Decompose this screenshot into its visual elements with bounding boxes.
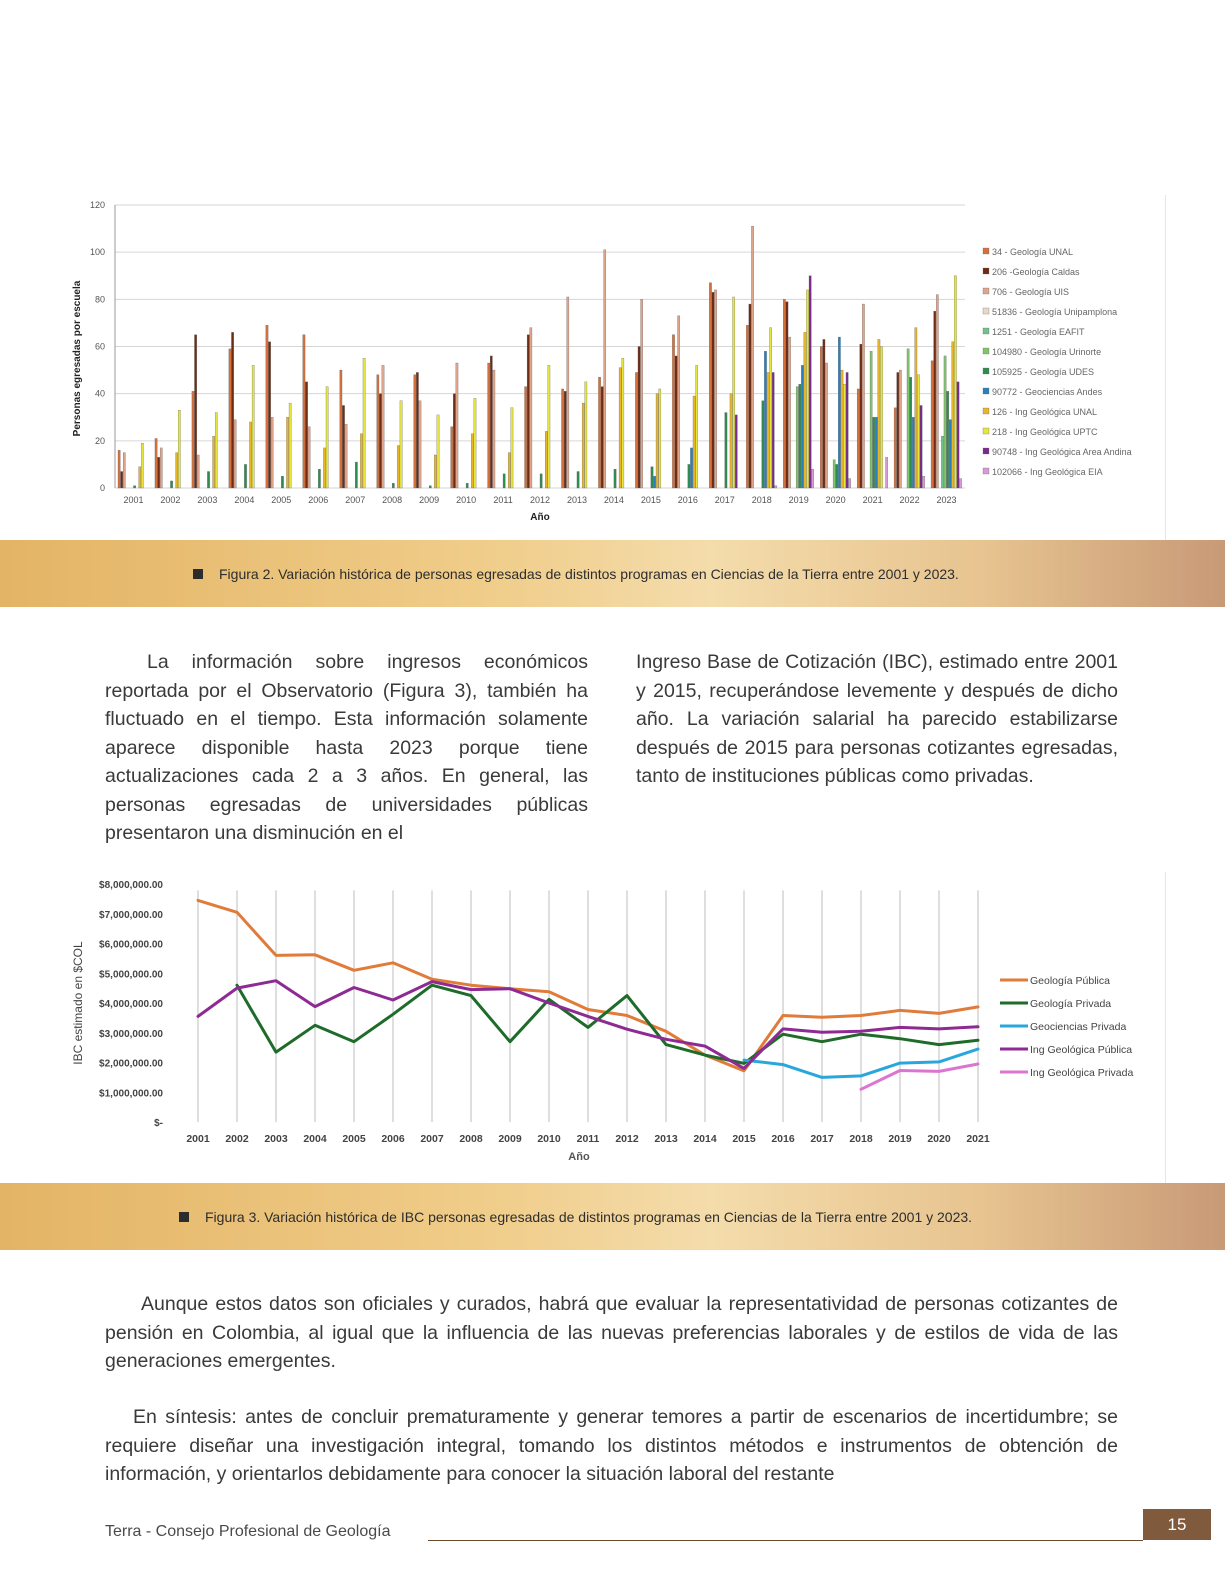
- bar: [397, 446, 399, 488]
- bar: [801, 365, 803, 488]
- bar: [250, 422, 252, 488]
- bar: [954, 276, 956, 488]
- bar: [751, 226, 753, 488]
- legend-swatch: [983, 328, 989, 334]
- legend-label: 51836 - Geología Unipamplona: [992, 307, 1118, 317]
- bar: [419, 401, 421, 488]
- y-tick-label: $5,000,000.00: [99, 969, 163, 981]
- bar: [880, 347, 882, 489]
- page-number: 15: [1143, 1509, 1211, 1540]
- line-chart-svg: [60, 872, 1165, 1188]
- bar: [360, 434, 362, 488]
- x-tick-label: 2010: [537, 1133, 561, 1145]
- bar: [857, 389, 859, 488]
- bar: [286, 417, 288, 488]
- bar: [688, 464, 690, 488]
- bar: [873, 417, 875, 488]
- x-tick-label: 2004: [234, 495, 255, 505]
- x-tick-label: 2007: [420, 1133, 444, 1145]
- x-tick-label: 2009: [498, 1133, 522, 1145]
- y-tick-label: $1,000,000.00: [99, 1088, 163, 1100]
- bar: [488, 363, 490, 488]
- bar: [944, 356, 946, 488]
- legend-swatch: [983, 468, 989, 474]
- bar: [825, 363, 827, 488]
- x-axis-title: Año: [530, 512, 550, 523]
- x-tick-label: 2012: [529, 495, 551, 505]
- legend-label: 102066 - Ing Geológica EIA: [992, 467, 1103, 477]
- bar: [416, 372, 418, 488]
- bar: [577, 471, 579, 488]
- bar: [767, 372, 769, 488]
- legend-label: 126 - Ing Geológica UNAL: [992, 407, 1098, 417]
- bar: [244, 464, 246, 488]
- bar: [638, 347, 640, 489]
- bar: [764, 351, 766, 488]
- x-tick-label: 2010: [456, 495, 477, 505]
- caption-bullet-icon: [193, 569, 203, 579]
- figure-2-caption-band: [0, 540, 1225, 607]
- y-tick-label: 20: [94, 435, 105, 446]
- bar: [820, 347, 822, 489]
- bar: [696, 365, 698, 488]
- bar: [141, 443, 143, 488]
- y-tick-label: 80: [94, 294, 105, 305]
- bar: [437, 415, 439, 488]
- bar-chart-svg: [60, 195, 1165, 540]
- y-tick-label: $-: [154, 1118, 163, 1129]
- y-axis-title: Personas egresadas por escuela: [72, 280, 83, 437]
- bar: [548, 365, 550, 488]
- bar: [400, 401, 402, 488]
- bar: [434, 455, 436, 488]
- bar: [564, 391, 566, 488]
- series-line: [861, 1064, 978, 1089]
- bar: [714, 290, 716, 488]
- x-tick-label: 2002: [225, 1133, 249, 1145]
- x-tick-label: 2004: [303, 1133, 327, 1145]
- x-tick-label: 2006: [381, 1133, 405, 1145]
- legend-swatch: [983, 388, 989, 394]
- bar: [192, 391, 194, 488]
- bar: [936, 295, 938, 488]
- bar: [604, 250, 606, 488]
- x-tick-label: 2017: [810, 1133, 834, 1145]
- bar: [922, 476, 924, 488]
- bar: [849, 479, 851, 488]
- bar: [806, 290, 808, 488]
- bar: [123, 453, 125, 488]
- figure-3-caption-band: [0, 1183, 1225, 1250]
- x-tick-label: 2018: [849, 1133, 873, 1145]
- bar: [601, 387, 603, 488]
- y-tick-label: 0: [99, 483, 105, 493]
- bar: [934, 311, 936, 488]
- bar: [363, 358, 365, 488]
- footer-publication-name: Terra - Consejo Profesional de Geología: [105, 1523, 391, 1540]
- bar: [451, 427, 453, 488]
- bar: [907, 349, 909, 488]
- body-paragraph-2: En síntesis: antes de concluir prematuramente y generar temores a partir de escenarios de incertidumbre; se requiere diseñar una investigación integral, tomando los distintos métodos e instrumentos de obtención de información, y orientarlos debidamente para conocer la situación laboral del restante: [105, 1406, 1118, 1485]
- x-tick-label: 2003: [264, 1133, 288, 1145]
- bar: [656, 394, 658, 488]
- bar: [641, 299, 643, 488]
- bar: [812, 469, 814, 488]
- bar: [155, 438, 157, 488]
- x-tick-label: 2013: [566, 495, 587, 505]
- bar: [318, 469, 320, 488]
- bar: [545, 431, 547, 488]
- y-axis-title: IBC estimado en $COL: [71, 941, 85, 1065]
- bar: [894, 408, 896, 488]
- bar: [762, 401, 764, 488]
- bar: [490, 356, 492, 488]
- x-tick-label: 2015: [640, 495, 661, 505]
- bar: [281, 476, 283, 488]
- legend-label: 104980 - Geología Urinorte: [992, 347, 1102, 357]
- y-tick-label: $4,000,000.00: [99, 999, 163, 1010]
- bar: [561, 389, 563, 488]
- y-tick-label: $3,000,000.00: [99, 1028, 163, 1040]
- x-tick-label: 2017: [714, 495, 735, 505]
- bar: [846, 372, 848, 488]
- bar: [345, 424, 347, 488]
- bar: [749, 304, 751, 488]
- legend-swatch: [983, 368, 989, 374]
- footer-divider: [428, 1540, 1143, 1541]
- body-paragraph-1: Aunque estos datos son oficiales y curados, habrá que evaluar la representatividad de personas cotizantes de pensión en Colombia, al igual que la influencia de las nuevas preferencias laborales y de estilos de vida de las generaciones emergentes.: [105, 1293, 1118, 1372]
- bar: [139, 467, 141, 488]
- x-tick-label: 2011: [493, 495, 513, 505]
- bar: [775, 486, 777, 488]
- bar: [471, 434, 473, 488]
- x-tick-label: 2021: [862, 495, 883, 505]
- bar: [772, 372, 774, 488]
- bar: [912, 417, 914, 488]
- bar: [709, 283, 711, 488]
- y-tick-label: $2,000,000.00: [99, 1058, 163, 1070]
- bar: [567, 297, 569, 488]
- bar: [783, 299, 785, 488]
- bar: [493, 370, 495, 488]
- bar: [860, 344, 862, 488]
- bar: [690, 448, 692, 488]
- bar: [788, 337, 790, 488]
- bar: [678, 316, 680, 488]
- bar: [949, 420, 951, 488]
- legend-label: 218 - Ing Geológica UPTC: [992, 427, 1098, 437]
- legend-swatch: [983, 268, 989, 274]
- legend-label: Ing Geológica Privada: [1030, 1067, 1134, 1079]
- bar: [252, 365, 254, 488]
- legend-label: Geología Pública: [1030, 975, 1110, 987]
- bar: [920, 405, 922, 488]
- body-text-left-column: La información sobre ingresos económicos reportada por el Observatorio (Figura 3), también ha fluctuado en el tiempo. Esta información solamente aparece disponible hasta 2023 porque tiene actualizaciones cada 2 a 3 años. En general, las personas egresadas de universidades públicas presentaron una disminución en el: [105, 651, 588, 844]
- figure-2-bar-chart: [60, 195, 1166, 540]
- bar: [229, 349, 231, 488]
- x-tick-label: 2011: [576, 1133, 600, 1145]
- x-tick-label: 2020: [927, 1133, 951, 1145]
- bar: [915, 328, 917, 488]
- bar: [266, 325, 268, 488]
- bar: [878, 339, 880, 488]
- x-tick-label: 2005: [342, 1133, 366, 1145]
- y-tick-label: 40: [94, 388, 105, 399]
- x-tick-label: 2019: [888, 1133, 912, 1145]
- y-tick-label: $6,000,000.00: [99, 939, 163, 951]
- bar: [870, 351, 872, 488]
- bar: [178, 410, 180, 488]
- legend-swatch: [983, 348, 989, 354]
- bar: [838, 337, 840, 488]
- bar: [271, 417, 273, 488]
- bar: [342, 405, 344, 488]
- legend-swatch: [983, 288, 989, 294]
- bar: [231, 332, 233, 488]
- bar: [941, 436, 943, 488]
- bar: [862, 304, 864, 488]
- caption-bullet-icon: [179, 1212, 189, 1222]
- bar: [213, 436, 215, 488]
- bar: [653, 476, 655, 488]
- x-tick-label: 2019: [788, 495, 809, 505]
- bar: [957, 382, 959, 488]
- bar: [672, 335, 674, 488]
- y-tick-label: $7,000,000.00: [99, 909, 163, 921]
- x-tick-label: 2016: [677, 495, 698, 505]
- bar: [530, 328, 532, 488]
- bar: [886, 457, 888, 488]
- bar: [804, 332, 806, 488]
- bar: [769, 328, 771, 488]
- bar: [841, 370, 843, 488]
- bar: [897, 372, 899, 488]
- bar: [833, 460, 835, 488]
- y-tick-label: 60: [94, 341, 105, 352]
- bar: [651, 467, 653, 488]
- bar: [910, 377, 912, 488]
- x-tick-label: 2003: [197, 495, 218, 505]
- bar: [215, 413, 217, 488]
- bar: [952, 342, 954, 488]
- legend-label: 34 - Geología UNAL: [992, 247, 1074, 257]
- bar: [453, 394, 455, 488]
- bar: [234, 420, 236, 488]
- bar: [540, 474, 542, 488]
- bar: [899, 370, 901, 488]
- bar: [675, 356, 677, 488]
- x-tick-label: 2023: [936, 495, 957, 505]
- body-text-right-column: Ingreso Base de Cotización (IBC), estimado entre 2001 y 2015, recuperándose levemente y después de dicho año. La variación salarial ha parecido estabilizarse después de 2015 para personas cotizantes egresadas, tanto de instituciones públicas como privadas.: [636, 651, 1118, 787]
- y-tick-label: $8,000,000.00: [99, 880, 163, 891]
- bar: [796, 387, 798, 488]
- bar: [917, 375, 919, 488]
- x-axis-title: Año: [568, 1151, 590, 1163]
- legend-label: 206 -Geología Caldas: [992, 267, 1080, 277]
- bar: [456, 363, 458, 488]
- bar: [712, 292, 714, 488]
- bar: [875, 417, 877, 488]
- x-tick-label: 2005: [271, 495, 292, 505]
- bar: [725, 413, 727, 488]
- bar: [326, 387, 328, 488]
- x-tick-label: 2001: [186, 1133, 210, 1145]
- bar: [619, 368, 621, 488]
- bar: [377, 375, 379, 488]
- legend-label: 1251 - Geología EAFIT: [992, 327, 1085, 337]
- bar: [474, 398, 476, 488]
- legend-swatch: [983, 428, 989, 434]
- bar: [585, 382, 587, 488]
- bar: [735, 415, 737, 488]
- bar: [429, 486, 431, 488]
- bar: [527, 335, 529, 488]
- bar: [635, 372, 637, 488]
- legend-swatch: [983, 308, 989, 314]
- x-tick-label: 2014: [693, 1133, 717, 1145]
- bar: [511, 408, 513, 488]
- bar: [194, 335, 196, 488]
- bar: [799, 384, 801, 488]
- bar: [355, 462, 357, 488]
- bar: [121, 471, 123, 488]
- bar: [170, 481, 172, 488]
- bar: [379, 394, 381, 488]
- x-tick-label: 2009: [419, 495, 440, 505]
- bar: [733, 297, 735, 488]
- x-tick-label: 2015: [732, 1133, 756, 1145]
- bar: [809, 276, 811, 488]
- legend-label: Ing Geológica Pública: [1030, 1044, 1133, 1056]
- legend-label: 706 - Geología UIS: [992, 287, 1070, 297]
- bar: [659, 389, 661, 488]
- bar: [614, 469, 616, 488]
- figure-3-line-chart: [60, 872, 1166, 1188]
- bar: [392, 483, 394, 488]
- legend-swatch: [983, 448, 989, 454]
- x-tick-label: 2018: [751, 495, 772, 505]
- bar: [598, 377, 600, 488]
- y-tick-label: 100: [89, 247, 105, 258]
- bar: [382, 365, 384, 488]
- x-tick-label: 2002: [160, 495, 181, 505]
- bar: [843, 384, 845, 488]
- x-tick-label: 2006: [308, 495, 329, 505]
- legend-swatch: [983, 408, 989, 414]
- bar: [508, 453, 510, 488]
- legend-label: 90772 - Geociencias Andes: [992, 387, 1103, 397]
- x-tick-label: 2008: [382, 495, 403, 505]
- legend-label: 90748 - Ing Geológica Area Andina: [992, 447, 1132, 457]
- x-tick-label: 2012: [615, 1133, 639, 1145]
- bar: [823, 339, 825, 488]
- bar: [289, 403, 291, 488]
- figure-3-caption: Figura 3. Variación histórica de IBC personas egresadas de distintos programas en Ciencias de la Tierra entre 2001 y 2023.: [205, 1208, 973, 1225]
- legend-label: Geología Privada: [1030, 998, 1112, 1010]
- bar: [197, 455, 199, 488]
- bar: [622, 358, 624, 488]
- x-tick-label: 2007: [345, 495, 366, 505]
- bar: [746, 325, 748, 488]
- bar: [340, 370, 342, 488]
- bar: [414, 375, 416, 488]
- bar: [466, 483, 468, 488]
- bar: [323, 448, 325, 488]
- figure-2-caption: Figura 2. Variación histórica de personas egresadas de distintos programas en Ciencias de la Tierra entre 2001 y 2023.: [219, 565, 959, 582]
- x-tick-label: 2021: [966, 1133, 990, 1145]
- bar: [503, 474, 505, 488]
- bar: [308, 427, 310, 488]
- bar: [176, 453, 178, 488]
- bar: [582, 403, 584, 488]
- x-tick-label: 2014: [603, 495, 624, 505]
- bar: [959, 479, 961, 488]
- bar: [947, 391, 949, 488]
- x-tick-label: 2013: [654, 1133, 678, 1145]
- x-tick-label: 2008: [459, 1133, 483, 1145]
- legend-swatch: [983, 248, 989, 254]
- bar: [931, 361, 933, 488]
- legend-label: 105925 - Geología UDES: [992, 367, 1095, 377]
- x-tick-label: 2001: [123, 495, 144, 505]
- bar: [730, 394, 732, 488]
- bar: [525, 387, 527, 488]
- y-tick-label: 120: [89, 200, 105, 210]
- x-tick-label: 2020: [825, 495, 846, 505]
- x-tick-label: 2022: [899, 495, 920, 505]
- bar: [305, 382, 307, 488]
- bar: [133, 486, 135, 488]
- bar: [786, 302, 788, 488]
- x-tick-label: 2016: [771, 1133, 795, 1145]
- bar: [268, 342, 270, 488]
- bar: [207, 471, 209, 488]
- legend-label: Geociencias Privada: [1030, 1021, 1127, 1033]
- bar: [158, 457, 160, 488]
- bar: [160, 448, 162, 488]
- bar: [836, 464, 838, 488]
- bar: [693, 396, 695, 488]
- bar: [303, 335, 305, 488]
- bar: [118, 450, 120, 488]
